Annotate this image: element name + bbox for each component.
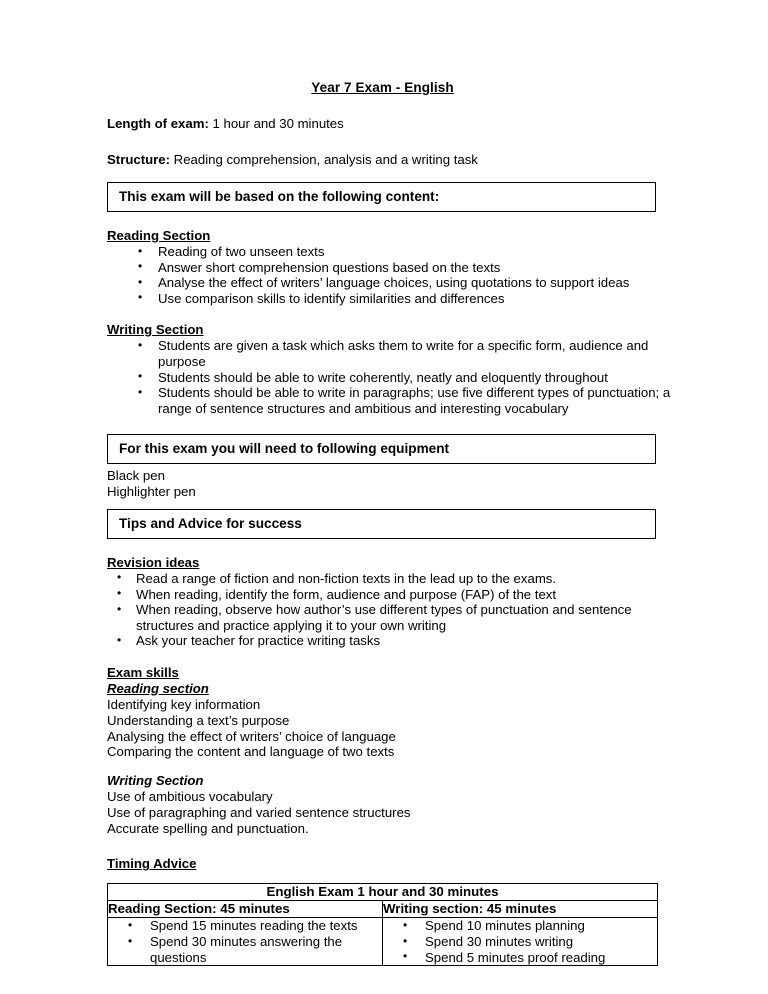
list-item: • Analyse the effect of writers’ language choices, using quotations to support ideas [107,275,672,291]
list-writing-timing [383,918,657,965]
spacer [107,760,672,773]
timing-advice-table [107,883,658,966]
list-item: • Read a range of fiction and non-fiction texts in the lead up to the exams. [107,571,672,587]
table-row [108,901,658,918]
list-item: • Spend 30 minutes writing [383,934,657,950]
list-reading-section [107,244,672,306]
list-item: • Students should be able to write in paragraphs; use five different types of punctuation; a range of sentence structures and ambitious and interesting vocabulary [107,385,672,416]
meta-structure [107,152,672,168]
heading-reading-section: Reading Section [107,228,211,243]
banner-exam-content: This exam will be based on the following content: [107,182,656,212]
meta-length-label: Length of exam: [107,116,209,131]
table-cell-writing-bullets [383,918,658,966]
table-cell-reading-bullets [108,918,383,966]
list-item: • When reading, observe how author’s use different types of punctuation and sentence structures and practice applying it to your own writing [107,602,672,633]
list-writing-section [107,338,672,416]
table-row [108,884,658,901]
equipment-item-black-pen: Black pen [107,468,165,484]
table-column-header-writing: Writing section: 45 minutes [383,901,658,918]
banner-equipment: For this exam you will need to following equipment [107,434,656,464]
list-item: • Spend 15 minutes reading the texts [108,918,382,934]
subheading-exam-skills-writing: Writing Section [107,773,204,789]
exam-skills-writing-line: Use of ambitious vocabulary [107,789,273,805]
table-column-header-reading: Reading Section: 45 minutes [108,901,383,918]
meta-structure-value: Reading comprehension, analysis and a writing task [170,152,478,167]
meta-length-value: 1 hour and 30 minutes [208,116,344,131]
exam-skills-writing-line: Accurate spelling and punctuation. [107,820,309,836]
exam-skills-reading-line: Comparing the content and language of two texts [107,744,395,760]
banner-tips: Tips and Advice for success [107,509,656,539]
heading-writing-section: Writing Section [107,322,204,338]
exam-skills-reading-line: Identifying key information [107,696,261,712]
heading-revision-ideas: Revision ideas [107,554,200,570]
heading-timing-advice: Timing Advice [107,856,197,872]
list-item: • Answer short comprehension questions based on the texts [107,260,672,276]
list-item: • Spend 10 minutes planning [383,918,657,934]
equipment-item-highlighter-pen: Highlighter pen [107,484,196,500]
list-item: • Spend 30 minutes answering the questions [108,934,382,965]
list-item: • Students should be able to write coherently, neatly and eloquently throughout [107,370,672,386]
exam-skills-reading-line: Understanding a text’s purpose [107,712,290,728]
meta-structure-label: Structure: [107,152,171,167]
list-item: • Spend 5 minutes proof reading [383,950,657,966]
table-title-cell: English Exam 1 hour and 30 minutes [108,884,658,901]
list-reading-timing [108,918,382,965]
subheading-exam-skills-reading: Reading section [107,680,209,696]
list-item: • Ask your teacher for practice writing tasks [107,633,672,649]
table-row [108,918,658,966]
meta-length-of-exam [107,116,672,132]
heading-exam-skills: Exam skills [107,664,179,680]
exam-skills-writing-line: Use of paragraphing and varied sentence structures [107,804,411,820]
list-item: • Reading of two unseen texts [107,244,672,260]
list-item: • Students are given a task which asks them to write for a specific form, audience and purpose [107,338,672,369]
list-item: • Use comparison skills to identify similarities and differences [107,291,672,307]
exam-skills-reading-line: Analysing the effect of writers’ choice of language [107,728,396,744]
page-title: Year 7 Exam - English [311,80,454,95]
list-revision-ideas [107,571,672,649]
list-item: • When reading, identify the form, audience and purpose (FAP) of the text [107,587,672,603]
